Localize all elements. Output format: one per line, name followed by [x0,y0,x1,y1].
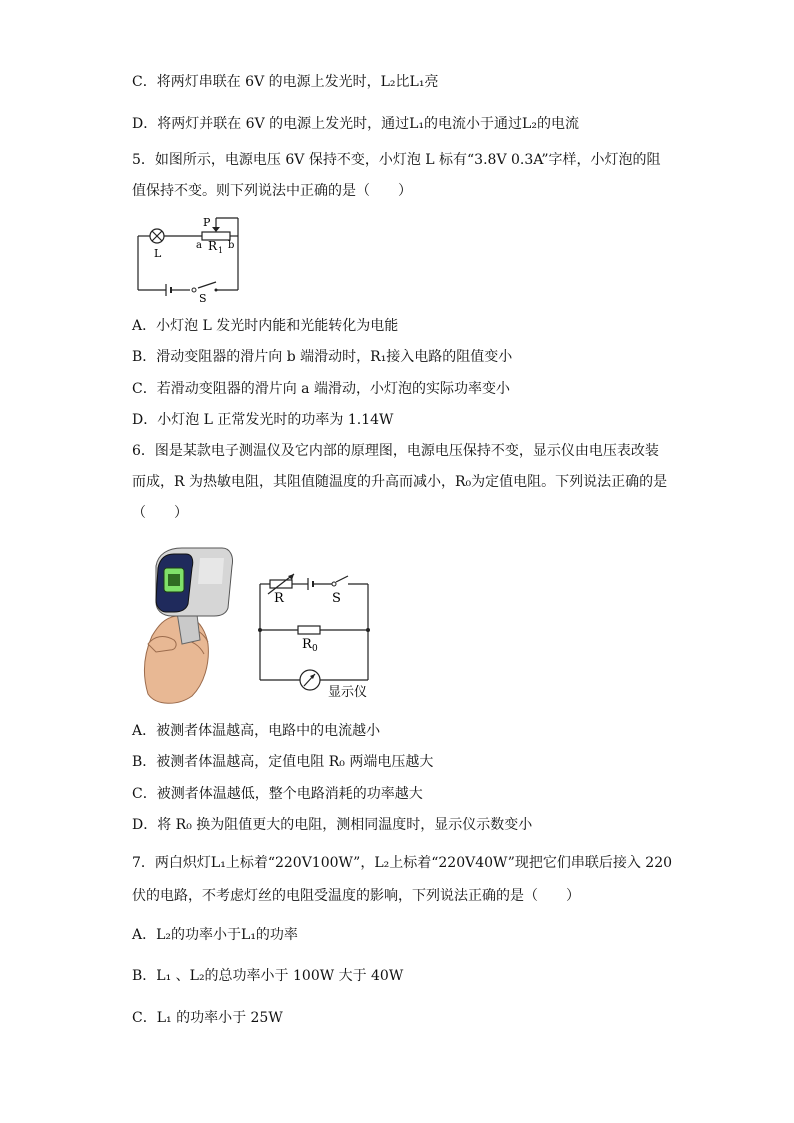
q5-stem-line1: 5．如图所示，电源电压 6V 保持不变，小灯泡 L 标有“3.8V 0.3A”字样，小灯泡的阻 [132,152,661,168]
resistor-label: R [208,239,218,253]
q7-stem-line1: 7．两白炽灯L₁上标着“220V100W”，L₂上标着“220V40W”现把它们串联后接入 220 [132,855,673,871]
thermistor-label: R [274,591,284,606]
q5-circuit-diagram [130,212,250,304]
fixed-resistor-subscript: 0 [312,644,318,654]
q6-option-b: B．被测者体温越高，定值电阻 R₀ 两端电压越大 [132,754,434,770]
display-meter-label: 显示仪 [328,685,368,700]
resistor-subscript: 1 [218,246,224,255]
q7-option-c: C．L₁ 的功率小于 25W [132,1010,283,1026]
q6-option-a: A．被测者体温越高，电路中的电流越小 [132,723,381,739]
q6-stem-line3: （ ） [132,505,188,521]
q6-stem-line2: 而成，R 为热敏电阻，其阻值随温度的升高而减小，R₀为定值电阻。下列说法正确的是 [132,474,668,490]
q7-stem-line2: 伏的电路，不考虑灯丝的电阻受温度的影响，下列说法正确的是（ ） [132,888,580,904]
q4-option-d: D．将两灯并联在 6V 的电源上发光时，通过L₁的电流小于通过L₂的电流 [132,116,579,132]
terminal-a-label: a [196,240,202,251]
q6-stem-line1: 6．图是某款电子测温仪及它内部的原理图，电源电压保持不变，显示仪由电压表改装 [132,443,659,459]
q5-stem-line2: 值保持不变。则下列说法中正确的是（ ） [132,183,412,199]
switch-label: S [199,292,207,304]
infrared-thermometer-image [134,544,234,706]
lamp-label: L [154,247,162,260]
q6-circuit-diagram [252,572,382,702]
q6-option-d: D．将 R₀ 换为阻值更大的电阻，测相同温度时，显示仪示数变小 [132,817,533,833]
q5-option-b: B．滑动变阻器的滑片向 b 端滑动时，R₁接入电路的阻值变小 [132,349,513,365]
switch-label: S [332,591,341,606]
q7-option-b: B．L₁ 、L₂的总功率小于 100W 大于 40W [132,968,404,984]
q4-option-c: C．将两灯串联在 6V 的电源上发光时，L₂比L₁亮 [132,74,439,90]
q6-option-c: C．被测者体温越低，整个电路消耗的功率越大 [132,786,423,802]
q5-option-a: A．小灯泡 L 发光时内能和光能转化为电能 [132,318,399,334]
q5-option-d: D．小灯泡 L 正常发光时的功率为 1.14W [132,412,394,428]
q7-option-a: A．L₂的功率小于L₁的功率 [132,927,298,943]
q5-option-c: C．若滑动变阻器的滑片向 a 端滑动，小灯泡的实际功率变小 [132,381,510,397]
fixed-resistor-label: R [302,637,312,652]
terminal-b-label: b [228,240,235,251]
slider-label: P [203,216,211,229]
